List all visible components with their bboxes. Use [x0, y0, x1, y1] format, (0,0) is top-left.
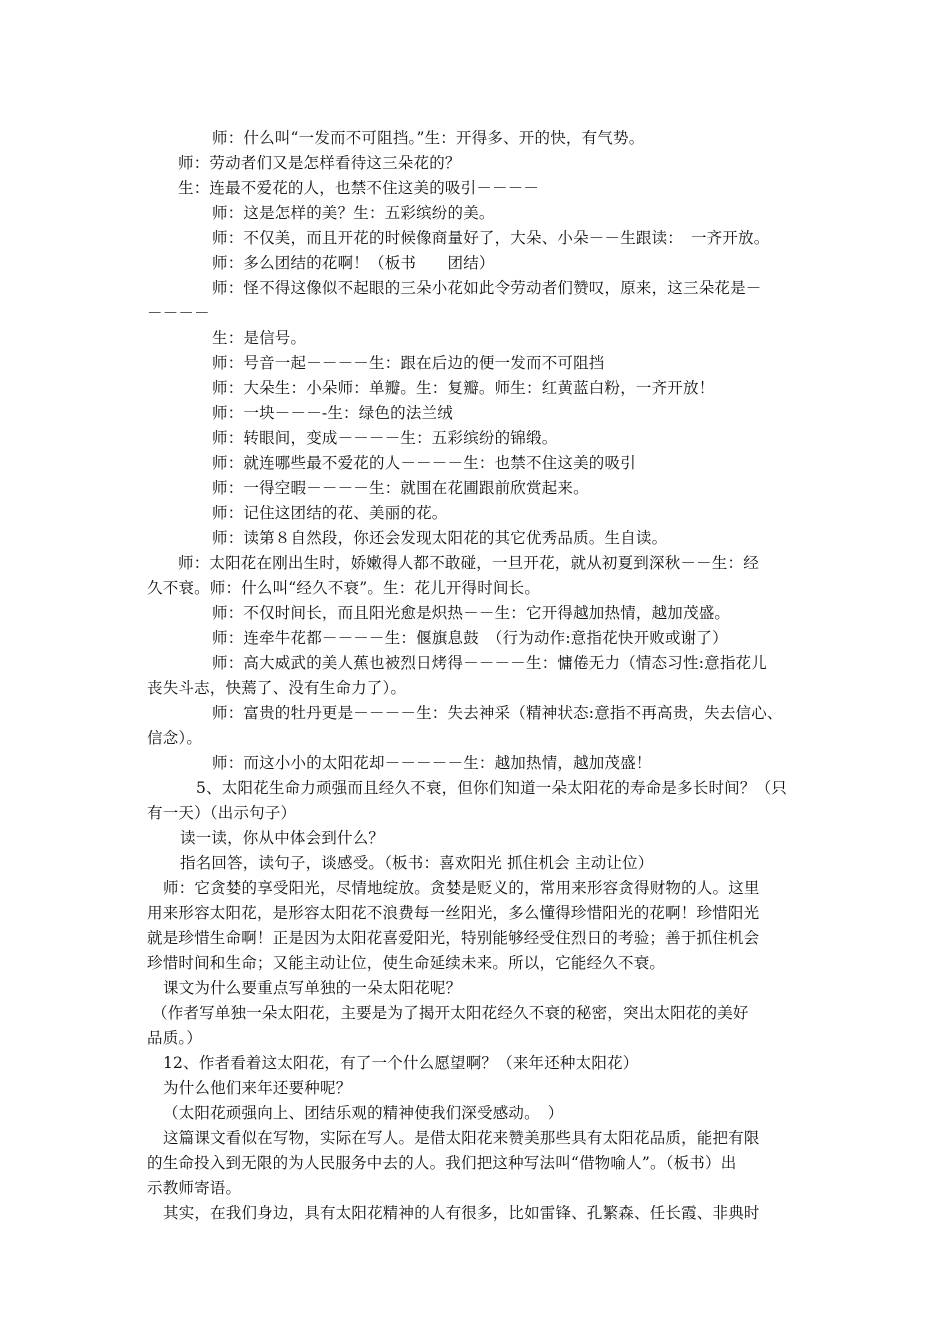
text-line: 师：劳动者们又是怎样看待这三朵花的？ — [178, 154, 461, 172]
text-line: 师：转眼间，变成－－－－生：五彩缤纷的锦缎。 — [212, 429, 558, 447]
text-line: 师：而这小小的太阳花却－－－－－生：越加热情，越加茂盛！ — [212, 754, 652, 772]
text-line: 的生命投入到无限的为人民服务中去的人。我们把这种写法叫“借物喻人”。（板书）出 — [147, 1154, 737, 1172]
text-line: 师：记住这团结的花、美丽的花。 — [212, 504, 448, 522]
text-line: 这篇课文看似在写物，实际在写人。是借太阳花来赞美那些具有太阳花品质，能把有限 — [163, 1129, 760, 1147]
text-line: 指名回答，读句子，谈感受。（板书：喜欢阳光 抓住机会 主动让位） — [180, 854, 654, 872]
text-line: 师：大朵生：小朵师：单瓣。生：复瓣。师生：红黄蓝白粉，一齐开放！ — [212, 379, 715, 397]
text-line: 师：号音一起－－－－生：跟在后边的便一发而不可阻挡 — [212, 354, 605, 372]
text-line: －－－－ — [147, 304, 210, 322]
text-line: （太阳花顽强向上、团结乐观的精神使我们深受感动。 ） — [163, 1104, 564, 1122]
text-line: 师：多么团结的花啊！（板书 团结） — [212, 254, 495, 272]
text-line: 信念）。 — [147, 729, 203, 747]
text-line: 师：就连哪些最不爱花的人－－－－生：也禁不住这美的吸引 — [212, 454, 636, 472]
text-line: 课文为什么要重点写单独的一朵太阳花呢？ — [163, 979, 462, 997]
text-line: 示教师寄语。 — [147, 1179, 242, 1197]
text-line: 5、太阳花生命力顽强而且经久不衰，但你们知道一朵太阳花的寿命是多长时间？（只 — [196, 779, 787, 797]
text-line: （作者写单独一朵太阳花，主要是为了揭开太阳花经久不衰的秘密，突出太阳花的美好 — [152, 1004, 749, 1022]
text-line: 师：一得空暇－－－－生：就围在花圃跟前欣赏起来。 — [212, 479, 589, 497]
text-line: 师：什么叫“一发而不可阻挡。”生：开得多、开的快，有气势。 — [212, 129, 645, 147]
text-line: 师：太阳花在刚出生时，娇嫩得人都不敢碰，一旦开花，就从初夏到深秋－－生：经 — [178, 554, 759, 572]
text-line: 12、作者看着这太阳花，有了一个什么愿望啊？（来年还种太阳花） — [163, 1054, 639, 1072]
text-line: 珍惜时间和生命；又能主动让位，使生命延续未来。所以，它能经久不衰。 — [147, 954, 666, 972]
text-line: 师：不仅时间长，而且阳光愈是炽热－－生：它开得越加热情，越加茂盛。 — [212, 604, 731, 622]
text-line: 丧失斗志，快蔫了、没有生命力了）。 — [147, 679, 407, 697]
text-line: 生：是信号。 — [212, 329, 307, 347]
text-line: 师：读第８自然段，你还会发现太阳花的其它优秀品质。生自读。 — [212, 529, 668, 547]
text-line: 师：不仅美，而且开花的时候像商量好了，大朵、小朵－－生跟读： 一齐开放。 — [212, 229, 770, 247]
text-line: 师：富贵的牡丹更是－－－－生：失去神采（精神状态:意指不再高贵，失去信心、 — [212, 704, 783, 722]
text-line: 就是珍惜生命啊！正是因为太阳花喜爱阳光，特别能够经受住烈日的考验；善于抓住机会 — [147, 929, 760, 947]
text-line: 师：一块－－－-生：绿色的法兰绒 — [212, 404, 453, 422]
text-line: 有一天）（出示句子） — [147, 804, 297, 822]
text-line: 品质。） — [147, 1029, 203, 1047]
text-line: 用来形容太阳花，是形容太阳花不浪费每一丝阳光，多么懂得珍惜阳光的花啊！珍惜阳光 — [147, 904, 760, 922]
text-line: 师：怪不得这像似不起眼的三朵小花如此令劳动者们赞叹，原来，这三朵花是－ — [212, 279, 762, 297]
text-line: 生：连最不爱花的人，也禁不住这美的吸引－－－－ — [178, 179, 540, 197]
text-line: 久不衰。师：什么叫“经久不衰”。生：花儿开得时间长。 — [147, 579, 541, 597]
text-line: 师：连牵牛花都－－－－生：偃旗息鼓 （行为动作:意指花快开败或谢了） — [212, 629, 728, 647]
text-line: 师：高大威武的美人蕉也被烈日烤得－－－－生：慵倦无力（情态习性:意指花儿 — [212, 654, 767, 672]
text-line: 其实，在我们身边，具有太阳花精神的人有很多，比如雷锋、孔繁森、任长霞、非典时 — [163, 1204, 760, 1222]
text-line: 师：它贪婪的享受阳光，尽情地绽放。贪婪是贬义的，常用来形容贪得财物的人。这里 — [163, 879, 760, 897]
text-line: 为什么他们来年还要种呢？ — [163, 1079, 352, 1097]
text-line: 师：这是怎样的美？生：五彩缤纷的美。 — [212, 204, 495, 222]
text-line: 读一读，你从中体会到什么？ — [180, 829, 385, 847]
